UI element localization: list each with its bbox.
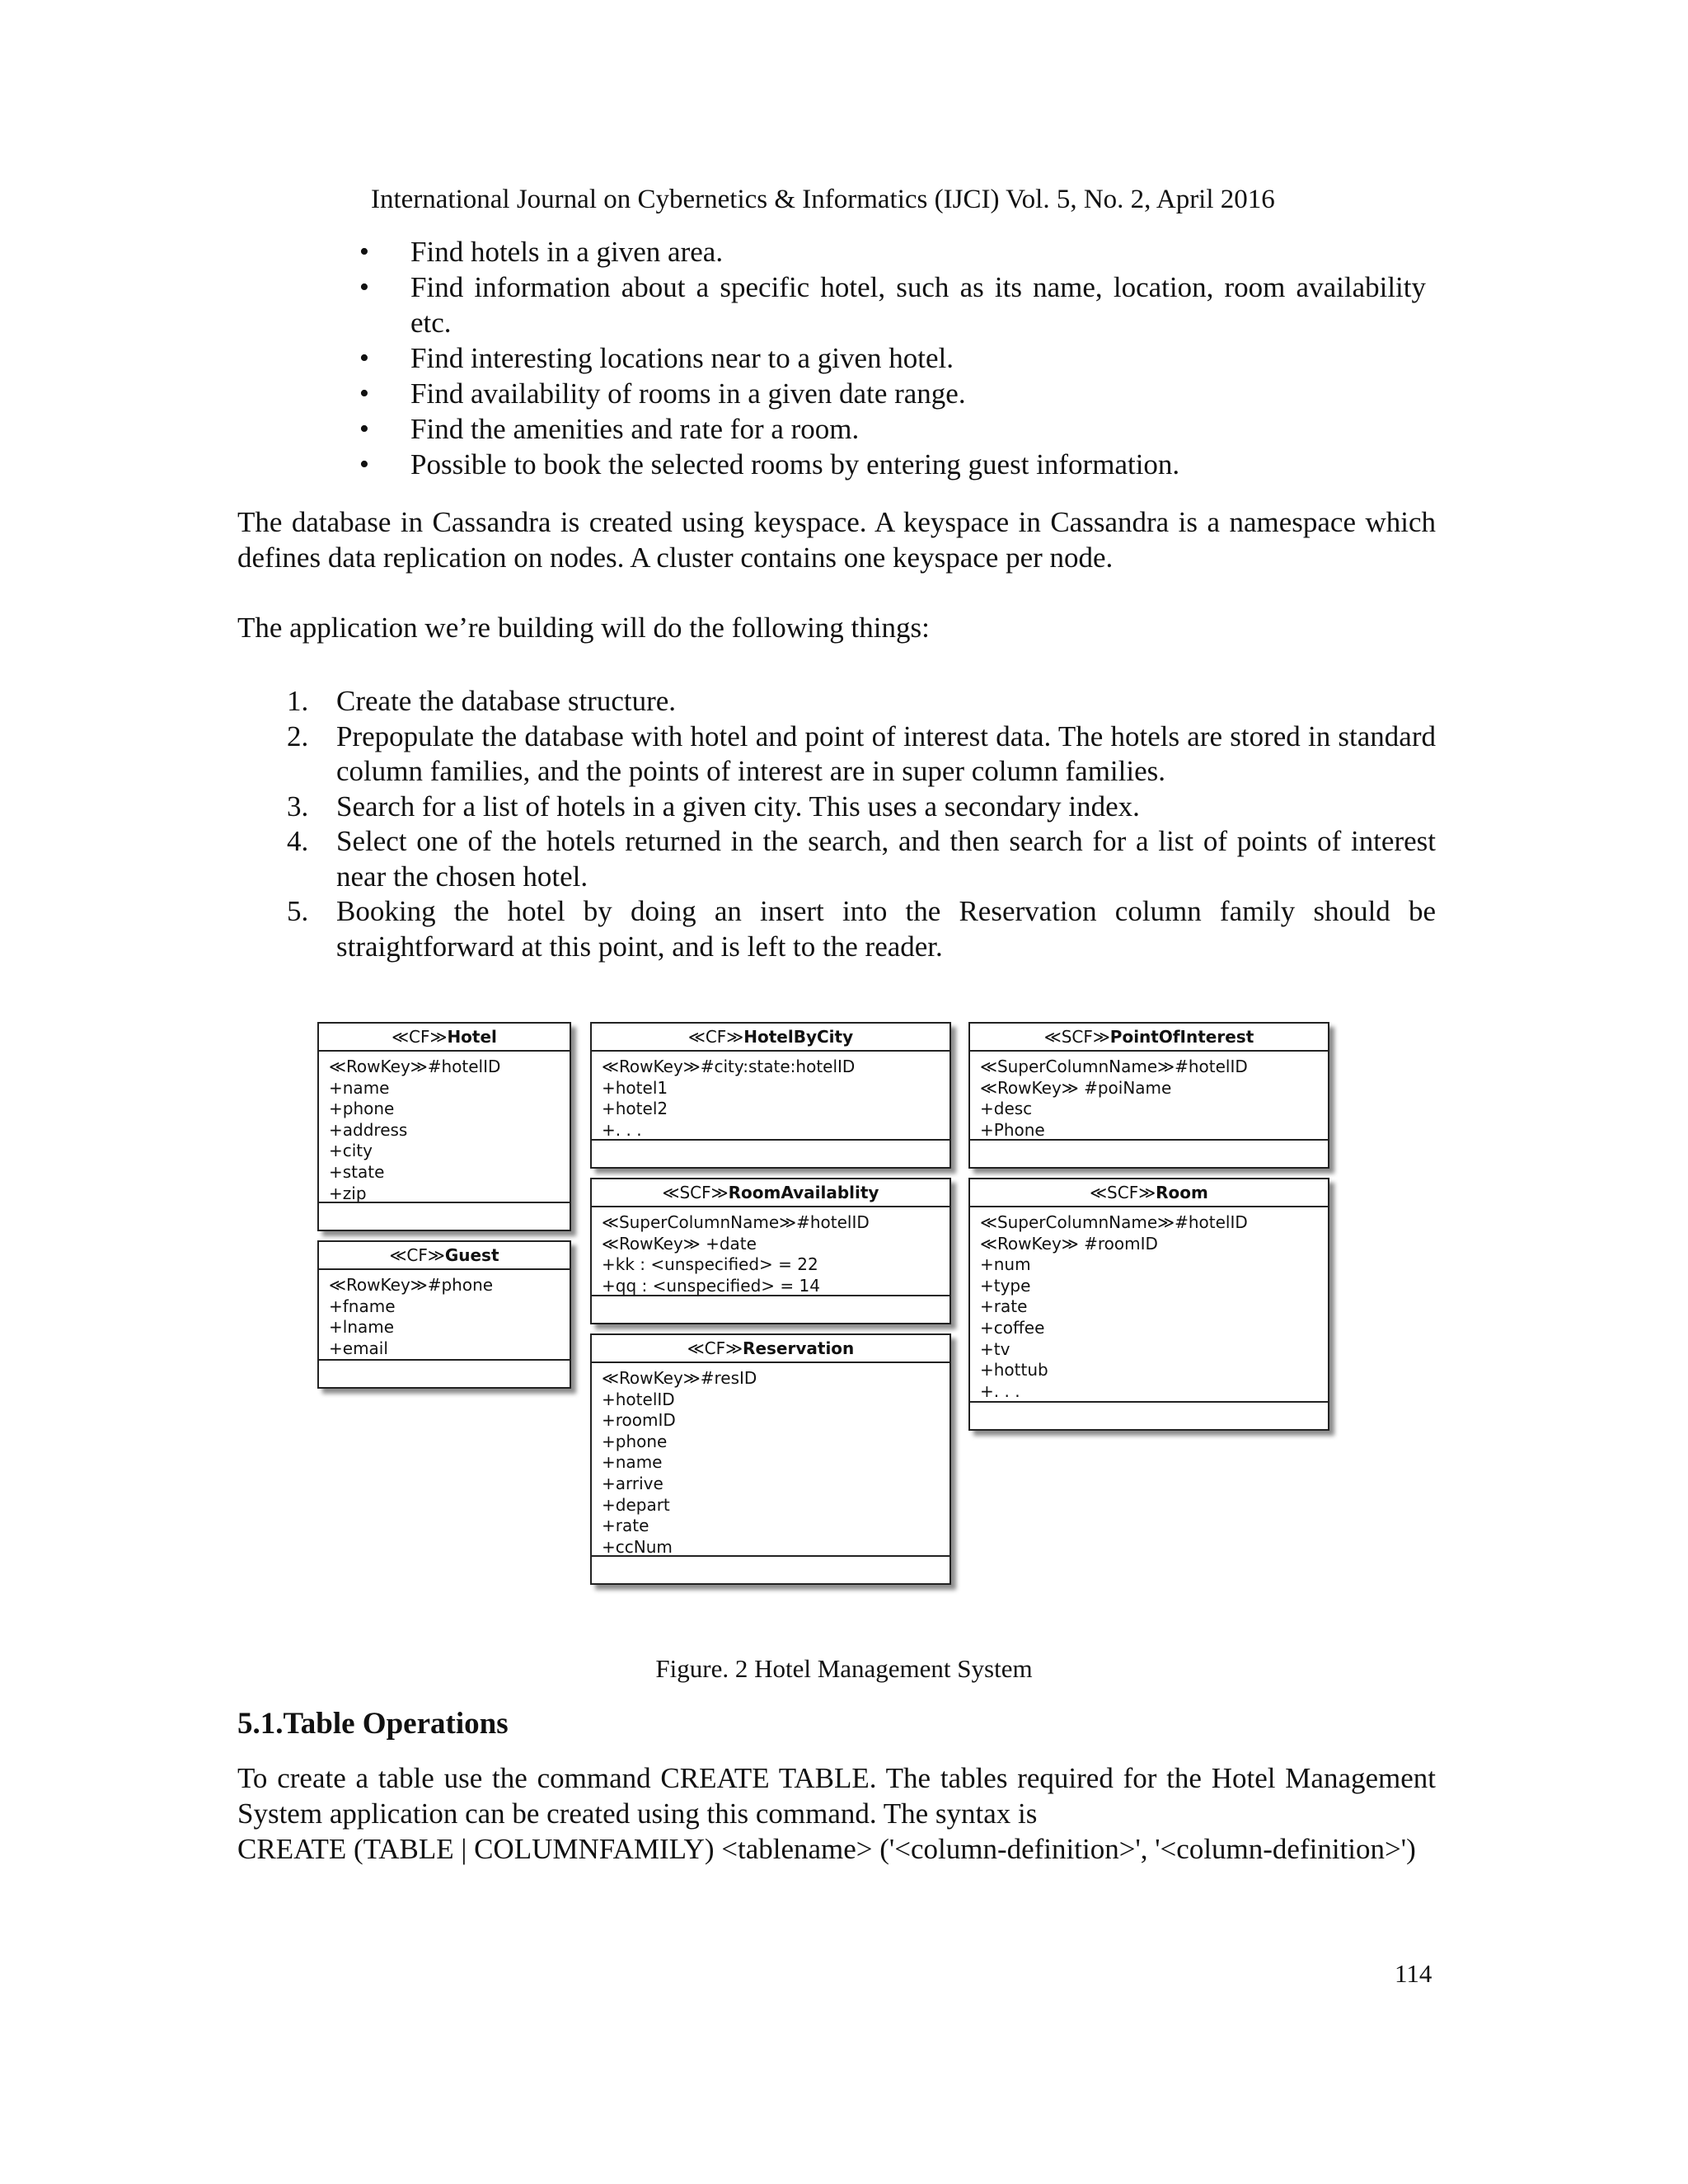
list-item: • Find availability of rooms in a given date range.: [354, 376, 1426, 411]
reservation-box: ≪CF≫Reservation ≪RowKey≫#resID +hotelID +roomID +phone +name +arrive +depart +rate +ccNum: [590, 1333, 951, 1585]
hotel-box: ≪CF≫Hotel ≪RowKey≫#hotelID +name +phone +address +city +state +zip: [317, 1022, 571, 1231]
list-item: • Find interesting locations near to a given hotel.: [354, 340, 1426, 376]
list-item: • Find hotels in a given area.: [354, 234, 1426, 269]
list-item: • Find information about a specific hotel, such as its name, location, room availability etc.: [354, 269, 1426, 340]
room-box: ≪SCF≫Room ≪SuperColumnName≫#hotelID ≪RowKey≫ #roomID +num +type +rate +coffee +tv +hottub +. . .: [968, 1178, 1329, 1431]
paragraph-application-intro: The application we’re building will do the following things:: [237, 612, 930, 644]
list-item: • Find the amenities and rate for a room.: [354, 411, 1426, 447]
section-title: 5.1.Table Operations: [237, 1707, 509, 1741]
list-item: 5. Booking the hotel by doing an insert into the Reservation column family should be straightforward at this point, and is left to the reader.: [287, 895, 1436, 963]
journal-header: International Journal on Cybernetics & Informatics (IJCI) Vol. 5, No. 2, April 2016: [371, 185, 1275, 214]
bullet-list: [354, 234, 1426, 482]
list-item: 4. Select one of the hotels returned in the search, and then search for a list of points of interest near the chosen hotel.: [287, 825, 1436, 893]
paragraph-keyspace: The database in Cassandra is created using keyspace. A keyspace in Cassandra is a namespace which defines data replication on nodes. A cluster contains one keyspace per node.: [237, 506, 1436, 574]
paragraph-syntax: CREATE (TABLE | COLUMNFAMILY) <tablename> ('<column-definition>', '<column-definition>'): [237, 1833, 1416, 1865]
pointofinterest-box: ≪SCF≫PointOfInterest ≪SuperColumnName≫#hotelID ≪RowKey≫ #poiName +desc +Phone: [968, 1022, 1329, 1169]
hotel-diagram: [313, 1018, 1360, 1595]
list-item: 3. Search for a list of hotels in a given city. This uses a secondary index.: [287, 790, 1140, 823]
numbered-list: [237, 684, 1436, 964]
page-number: 114: [1395, 1959, 1432, 1988]
list-item: 1. Create the database structure.: [287, 685, 677, 717]
guest-box: ≪CF≫Guest ≪RowKey≫#phone +fname +lname +email: [317, 1240, 571, 1389]
figure-caption: Figure. 2 Hotel Management System: [655, 1654, 1033, 1683]
list-item: 2. Prepopulate the database with hotel and point of interest data. The hotels are stored in standard column families, and the points of interest are in super column families.: [287, 719, 1436, 787]
hotelbycity-box: ≪CF≫HotelByCity ≪RowKey≫#city:state:hotelID +hotel1 +hotel2 +. . .: [590, 1022, 951, 1169]
roomavailablity-box: ≪SCF≫RoomAvailablity ≪SuperColumnName≫#hotelID ≪RowKey≫ +date +kk : <unspecified> = 22 +qq : <unspecified> = 14: [590, 1178, 951, 1324]
list-item: • Possible to book the selected rooms by entering guest information.: [354, 447, 1426, 482]
paragraph-create-table: To create a table use the command CREATE TABLE. The tables required for the Hotel Management System application can be created using this command. The syntax is: [237, 1762, 1436, 1830]
